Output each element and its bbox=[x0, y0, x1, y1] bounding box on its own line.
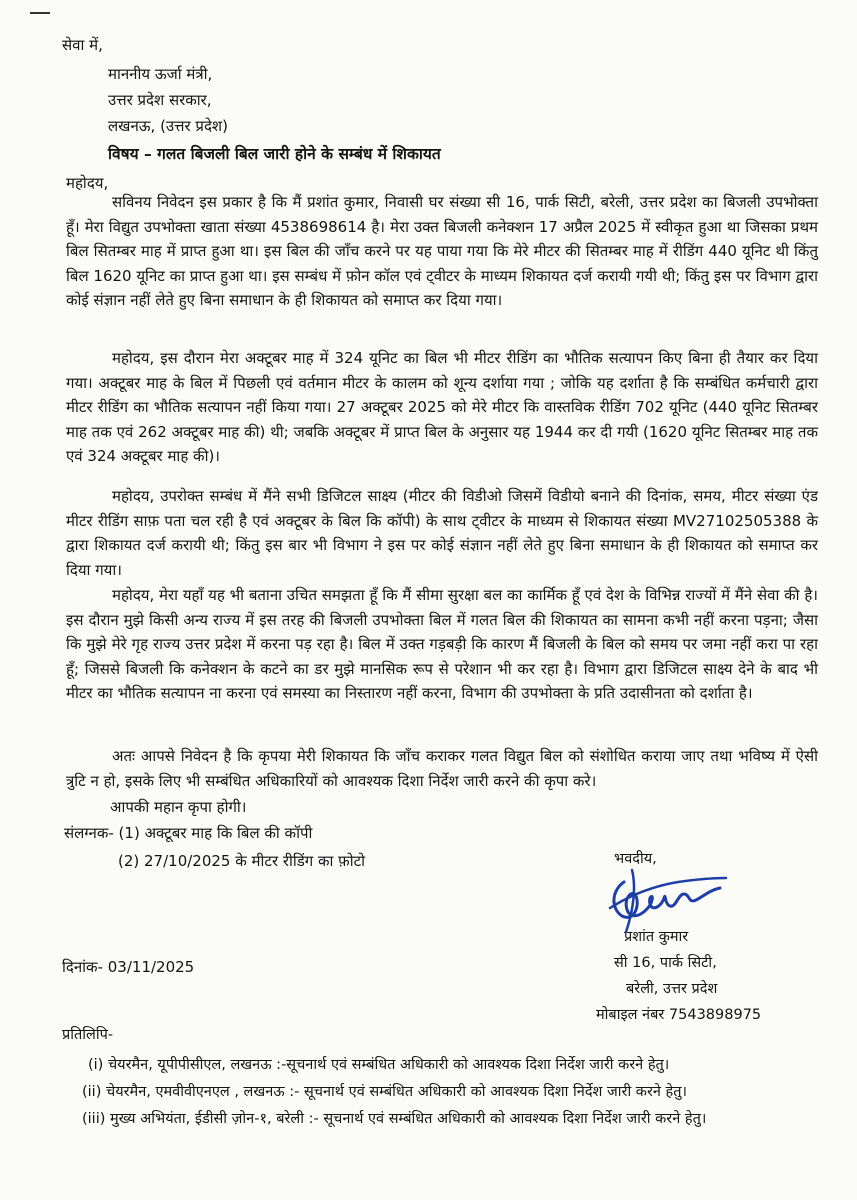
greeting: महोदय, bbox=[66, 174, 109, 192]
paragraph-4: महोदय, मेरा यहाँ यह भी बताना उचित समझता हूँ कि मैं सीमा सुरक्षा बल का कार्मिक हूँ एवं देश के विभिन्न राज्यों में मैंने सेवा की है। इस दौरान मुझे किसी अन्य राज्य में इस तरह की बिजली उपभोक्ता बिल में गलत बिल की शिकायत का सामना कभी नहीं करना पड़ना; जैसा कि मुझे मेरे गृह राज्य उत्तर प्रदेश में करना पड़ रहा है। बिल में उक्त गड़बड़ी कि कारण मैं बिजली के बिल को समय पर जमा नहीं करा पा रहा हूँ; जिससे बिजली कि कनेक्शन के कटने का डर मुझे मानसिक रूप से परेशान भी कर रहा है। विभाग द्वारा डिजिटल साक्ष्य देने के बाद भी मीटर का भौतिक सत्यापन ना करना एवं समस्या का निस्तारण नहीं करना, विभाग की उपभोक्ता के प्रति उदासीनता को दर्शाता है। bbox=[66, 586, 818, 702]
copy-to-item-3: (iii) मुख्य अभियंता, ईडीसी ज़ोन-१, बरेली :- सूचनार्थ एवं सम्बंधित अधिकारी को आवश्यक दिशा निर्देश जारी करने हेतु। bbox=[82, 1111, 707, 1127]
sender-address-2: बरेली, उत्तर प्रदेश bbox=[626, 981, 718, 997]
copy-to-label: प्रतिलिपि- bbox=[62, 1027, 114, 1043]
sender-name: प्रशांत कुमार bbox=[624, 929, 689, 945]
closing-line: आपकी महान कृपा होगी। bbox=[110, 798, 247, 816]
copy-to-item-2: (ii) चेयरमैन, एमवीवीएनएल , लखनऊ :- सूचनार्थ एवं सम्बंधित अधिकारी को आवश्यक दिशा निर्देश जारी करने हेतु। bbox=[82, 1084, 687, 1100]
paragraph-2: महोदय, इस दौरान मेरा अक्टूबर माह में 324 यूनिट का बिल भी मीटर रीडिंग का भौतिक सत्यापन किए बिना ही तैयार कर दिया गया। अक्टूबर माह के बिल में पिछली एवं वर्तमान मीटर के कालम को शून्य दर्शाया गया ; जोकि यह दर्शाता है कि सम्बंधित कर्मचारी द्वारा मीटर रीडिंग का भौतिक सत्यापन नहीं किया गया। 27 अक्टूबर 2025 को मेरे मीटर कि वास्तविक रीडिंग 702 यूनिट (440 यूनिट सितम्बर माह तक एवं 262 अक्टूबर माह की) थी; जबकि अक्टूबर में प्राप्त बिल के अनुसार यह 1944 कर दी गयी (1620 यूनिट सितम्बर माह तक एवं 324 अक्टूबर माह की)। bbox=[66, 349, 818, 465]
addressee-line-2: उत्तर प्रदेश सरकार, bbox=[108, 91, 212, 109]
addressee-line-1: माननीय ऊर्जा मंत्री, bbox=[108, 65, 213, 83]
attachment-2: (2) 27/10/2025 के मीटर रीडिंग का फ़ोटो bbox=[118, 852, 366, 870]
subject-line: विषय – गलत बिजली बिल जारी होने के सम्बंध में शिकायत bbox=[108, 145, 441, 163]
addressee-line-3: लखनऊ, (उत्तर प्रदेश) bbox=[108, 117, 228, 135]
attachment-1: संलग्नक- (1) अक्टूबर माह कि बिल की कॉपी bbox=[64, 824, 313, 842]
paragraph-1: सविनय निवेदन इस प्रकार है कि मैं प्रशांत कुमार, निवासी घर संख्या सी 16, पार्क सिटी, बरेली, उत्तर प्रदेश का बिजली उपभोक्ता हूँ। मेरा विद्युत उपभोक्ता खाता संख्या 4538698614 है। मेरा उक्त बिजली कनेक्शन 17 अप्रैल 2025 में स्वीकृत हुआ था जिसका प्रथम बिल सितम्बर माह में प्राप्त हुआ था। इस बिल की जाँच करने पर यह पाया गया कि मेरे मीटर की सितम्बर माह में रीडिंग 440 यूनिट थी किंतु बिल 1620 यूनिट का प्राप्त हुआ था। इस सम्बंध में फ़ोन कॉल एवं ट्वीटर के माध्यम शिकायत दर्ज करायी गयी थी; किंतु इस पर विभाग द्वारा कोई संज्ञान नहीं लेते हुए बिना समाधान के ही शिकायत को समाप्त कर दिया गया। bbox=[66, 193, 818, 309]
paragraph-3: महोदय, उपरोक्त सम्बंध में मैंने सभी डिजिटल साक्ष्य (मीटर की विडीओ जिसमें विडीयो बनाने की दिनांक, समय, मीटर संख्या एंड मीटर रीडिंग साफ़ पता चल रही है एवं अक्टूबर के बिल कि कॉपी) के साथ ट्वीटर के माध्यम से शिकायत संख्या MV27102505388 के द्वारा शिकायत दर्ज करायी थी; किंतु इस बार भी विभाग ने इस पर कोई संज्ञान नहीं लेते हुए बिना समाधान के ही शिकायत को समाप्त कर दिया गया। bbox=[66, 487, 818, 579]
corner-mark bbox=[30, 12, 50, 14]
copy-to-item-1: (i) चेयरमैन, यूपीपीसीएल, लखनऊ :-सूचनार्थ एवं सम्बंधित अधिकारी को आवश्यक दिशा निर्देश जारी करने हेतु। bbox=[88, 1057, 670, 1073]
paragraph-5: अतः आपसे निवेदन है कि कृपया मेरी शिकायत कि जाँच कराकर गलत विद्युत बिल को संशोधित कराया जाए तथा भविष्य में ऐसी त्रुटि न हो, इसके लिए भी सम्बंधित अधिकारियों को आवश्यक दिशा निर्देश जारी करने की कृपा करे। bbox=[66, 747, 818, 790]
sender-address-1: सी 16, पार्क सिटी, bbox=[614, 955, 717, 971]
handwritten-signature bbox=[592, 860, 732, 940]
salutation: सेवा में, bbox=[62, 36, 103, 54]
date-line: दिनांक- 03/11/2025 bbox=[62, 958, 195, 976]
valediction: भवदीय, bbox=[614, 851, 657, 867]
sender-mobile: मोबाइल नंबर 7543898975 bbox=[596, 1007, 762, 1023]
